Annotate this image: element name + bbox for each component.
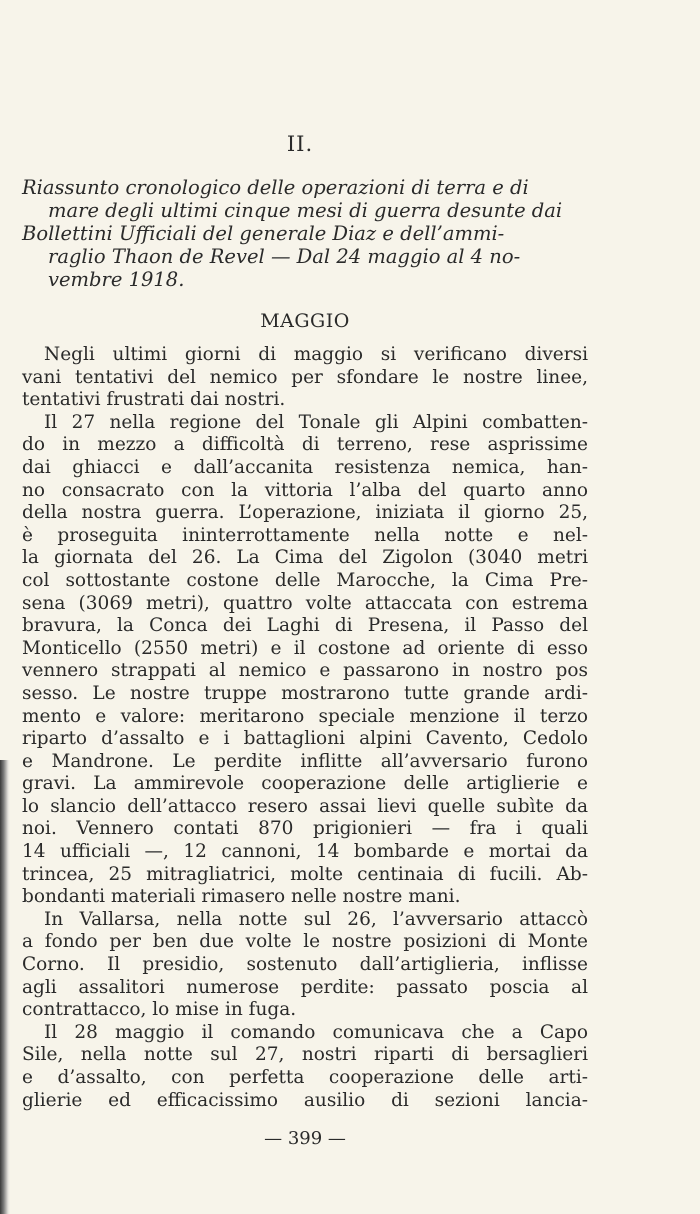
text-line: bondanti materiali rimasero nelle nostre mani. [22,886,461,908]
text-line: tentativi frustrati dai nostri. [22,389,286,411]
subtitle-line: raglio Thaon de Revel — Dal 24 maggio al 4 no- [48,245,521,268]
text-line: 14 ufficiali —, 12 cannoni, 14 bombarde e mortai da [22,841,588,863]
text-line: e Mandrone. Le perdite inflitte all’avversario furono [22,750,588,772]
text-line: dai ghiacci e dall’accanita resistenza nemica, han- [22,456,588,478]
text-line: In Vallarsa, nella notte sul 26, l’avversario attaccò [44,908,588,930]
text-line: Negli ultimi giorni di maggio si verificano diversi [44,344,588,365]
text-line: glierie ed efficacissimo ausilio di sezioni lancia- [22,1089,588,1111]
subtitle-line: Bollettini Ufficiali del generale Diaz e dell’ammi- [22,222,505,245]
text-line: riparto d’assalto e i battaglioni alpini Cavento, Cedolo [22,728,588,750]
section-heading: MAGGIO [260,310,350,332]
text-line: mento e valore: meritarono speciale menzione il terzo [22,705,588,727]
text-line: noi. Vennero contati 870 prigionieri — fra i quali [22,818,588,840]
text-line: contrattacco, lo mise in fuga. [22,999,297,1021]
text-line: Monticello (2550 metri) e il costone ad oriente di esso [22,637,588,659]
text-line: e d’assalto, con perfetta cooperazione delle arti- [22,1067,588,1088]
text-line: agli assalitori numerose perdite: passato poscia al [22,976,588,998]
text-line: Il 28 maggio il comando comunicava che a Capo [44,1021,588,1043]
text-line: Corno. Il presidio, sostenuto dall’artiglieria, inflisse [22,954,588,976]
text-line: lo slancio dell’attacco resero assai lievi quelle subìte da [22,795,588,817]
text-line: bravura, la Conca dei Laghi di Presena, il Passo del [22,615,588,637]
text-line: sena (3069 metri), quattro volte attaccata con estrema [22,592,588,614]
text-line: col sottostante costone delle Marocche, la Cima Pre- [22,569,588,591]
text-line: la giornata del 26. La Cima del Zigolon (3040 metri [22,547,588,569]
text-line: della nostra guerra. L’operazione, iniziata il giorno 25, [22,502,588,524]
subtitle-line: vembre 1918. [48,268,185,291]
text-line: a fondo per ben due volte le nostre posizioni di Monte [22,931,588,953]
chapter-number: II. [286,132,314,156]
text-line: gravi. La ammirevole cooperazione delle artiglierie e [22,773,588,795]
text-line: vani tentativi del nemico per sfondare le nostre linee, [22,366,588,388]
text-line: è proseguita ininterrottamente nella notte e nel- [22,524,588,546]
subtitle-line: Riassunto cronologico delle operazioni di terra e di [22,176,529,199]
page-number: — 399 — [264,1128,346,1149]
chapter-subtitle [22,176,592,291]
text-line: Il 27 nella regione del Tonale gli Alpini combatten- [44,411,588,433]
body-text [22,344,588,1112]
text-line: sesso. Le nostre truppe mostrarono tutte grande ardi- [22,682,588,704]
text-line: vennero strappati al nemico e passarono in nostro pos [22,660,588,682]
text-line: do in mezzo a difficoltà di terreno, rese asprissime [22,434,588,456]
text-line: Sile, nella notte sul 27, nostri riparti di bersaglieri [22,1044,588,1066]
subtitle-line: mare degli ultimi cinque mesi di guerra desunte dai [48,199,563,222]
text-line: no consacrato con la vittoria l’alba del quarto anno [22,479,588,501]
text-line: trincea, 25 mitragliatrici, molte centinaia di fucili. Ab- [22,863,588,885]
